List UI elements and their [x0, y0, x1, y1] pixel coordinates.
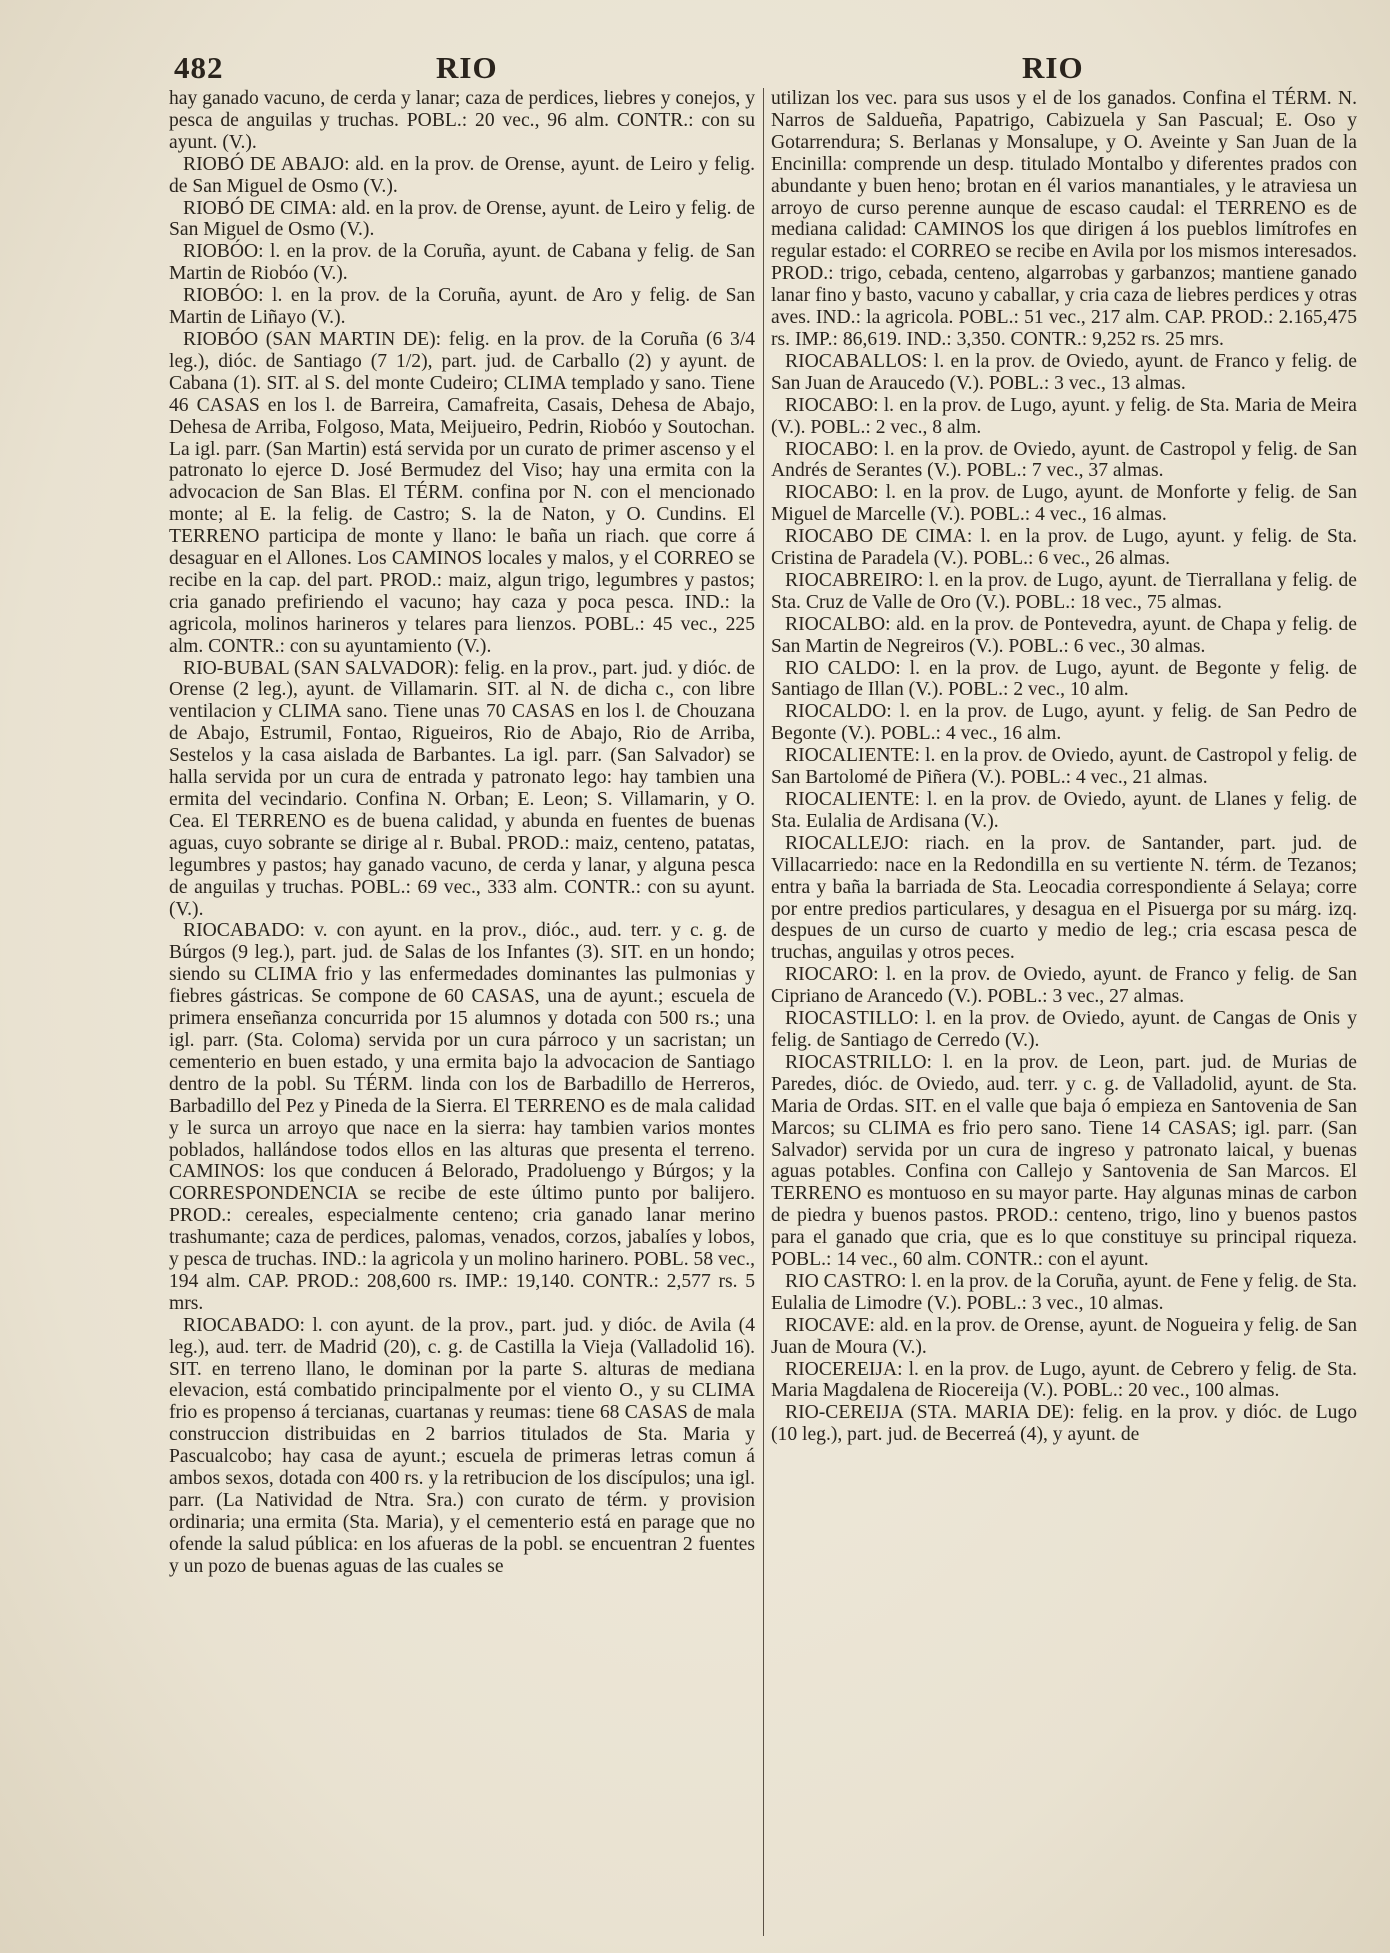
entry-riocabado-burgos: RIOCABADO: v. con ayunt. en la prov., dióc., aud. terr. y c. g. de Búrgos (9 leg.), part. jud. de Salas de los Infantes (3). SIT. en un hondo; siendo su CLIMA frio y las enfermedades dominantes las pulmonias y fiebres gástricas. Se compone de 60 CASAS, una de ayunt.; escuela de primera enseñanza concurrida por 15 alumnos y dotada con 500 rs.; una igl. parr. (Sta. Coloma) servida por un cura párroco y un sacristan; un cementerio en buen estado, y una ermita bajo la advocacion de Santiago dentro de la pobl. Su TÉRM. linda con los de Barbadillo de Herreros, Barbadillo del Pez y Pineda de la Sierra. El TERRENO es de mala calidad y le surca un arroyo que nace en la sierra: hay tambien varios montes poblados, hallándose todos ellos en las alturas que presenta el terreno. CAMINOS: los que conducen á Belorado, Pradoluengo y Búrgos; y la CORRESPONDENCIA se recibe de este último punto por balijero. PROD.: cereales, especialmente centeno; cria ganado lanar merino trashumante; caza de perdices, palomas, venados, corzos, jabalíes y lobos, y pesca de truchas. IND.: la agricola y un molino harinero. POBL. 58 vec., 194 alm. CAP. PROD.: 208,600 rs. IMP.: 19,140. CONTR.: 2,577 rs. 5 mrs.	[169, 920, 756, 1314]
entry-riocastrillo: RIOCASTRILLO: l. en la prov. de Leon, part. jud. de Murias de Paredes, dióc. de Oviedo, aud. terr. y c. g. de Valladolid, ayunt. de Sta. Maria de Ordas. SIT. en el valle que baja ó empieza en Santovenia de San Marcos; su CLIMA es frio pero sano. Tiene 14 CASAS; igl. parr. (San Salvador) servida por un cura de ingreso y patronato laical, y buenas aguas potables. Confina con Callejo y Santovenia de San Marcos. El TERRENO es montuoso en su mayor parte. Hay algunas minas de carbon de piedra y buenos pastos. PROD.: centeno, trigo, lino y buenos pastos para el ganado que cria, que es lo que constituye su principal riqueza. POBL.: 14 vec., 60 alm. CONTR.: con el ayunt.	[771, 1051, 1357, 1271]
entry-riobo-de-cima: RIOBÓ DE CIMA: ald. en la prov. de Orense, ayunt. de Leiro y felig. de San Miguel de Osmo (V.).	[169, 197, 755, 241]
running-head-left: RIO	[436, 50, 498, 85]
entry-riobo-de-abajo: RIOBÓ DE ABAJO: ald. en la prov. de Orense, ayunt. de Leiro y felig. de San Miguel de Osmo (V.).	[169, 153, 755, 197]
right-column	[771, 88, 1357, 1446]
entry-riocastillo: RIOCASTILLO: l. en la prov. de Oviedo, ayunt. de Cangas de Onis y felig. de Santiago de Cerredo (V.).	[771, 1008, 1357, 1051]
entry-rio-castro: RIO CASTRO: l. en la prov. de la Coruña, ayunt. de Fene y felig. de Sta. Eulalia de Limodre (V.). POBL.: 3 vec., 10 almas.	[771, 1270, 1357, 1314]
entry-riocabo-marcelle: RIOCABO: l. en la prov. de Lugo, ayunt. de Monforte y felig. de San Miguel de Marcelle (V.). POBL.: 4 vec., 16 almas.	[771, 482, 1357, 526]
running-head-right: RIO	[1022, 50, 1084, 85]
entry-rio-caldo: RIO CALDO: l. en la prov. de Lugo, ayunt. de Begonte y felig. de Santiago de Illan (V.). POBL.: 2 vec., 10 alm.	[771, 657, 1357, 701]
entry-riocabo-de-cima: RIOCABO DE CIMA: l. en la prov. de Lugo, ayunt. y felig. de Sta. Cristina de Paradela (V.). POBL.: 6 vec., 26 almas.	[771, 526, 1357, 570]
entry-rioboo-aro: RIOBÓO: l. en la prov. de la Coruña, ayunt. de Aro y felig. de San Martin de Liñayo (V.).	[169, 285, 755, 329]
entry-riocabreiro: RIOCABREIRO: l. en la prov. de Lugo, ayunt. de Tierrallana y felig. de Sta. Cruz de Valle de Oro (V.). POBL.: 18 vec., 75 almas.	[771, 569, 1357, 613]
entry-riocabo-meira: RIOCABO: l. en la prov. de Lugo, ayunt. y felig. de Sta. Maria de Meira (V.). POBL.: 2 vec., 8 alm.	[771, 394, 1357, 438]
entry-riocaro: RIOCARO: l. en la prov. de Oviedo, ayunt. de Franco y felig. de San Cipriano de Arancedo (V.). POBL.: 3 vec., 27 almas.	[771, 964, 1357, 1008]
entry-continuation: hay ganado vacuno, de cerda y lanar; caza de perdices, liebres y conejos, y pesca de anguilas y truchas. POBL.: 20 vec., 96 alm. CONTR.: con su ayunt. (V.).	[169, 88, 755, 153]
entry-riocabo-serantes: RIOCABO: l. en la prov. de Oviedo, ayunt. de Castropol y felig. de San Andrés de Serantes (V.). POBL.: 7 vec., 37 almas.	[771, 438, 1357, 482]
entry-riocalbo: RIOCALBO: ald. en la prov. de Pontevedra, ayunt. de Chapa y felig. de San Martin de Negreiros (V.). POBL.: 6 vec., 30 almas.	[771, 613, 1357, 657]
entry-riocereija: RIOCEREIJA: l. en la prov. de Lugo, ayunt. de Cebrero y felig. de Sta. Maria Magdalena de Riocereija (V.). POBL.: 20 vec., 100 almas.	[771, 1358, 1357, 1402]
left-column	[169, 88, 755, 1578]
entry-rioboo-san-martin: RIOBÓO (SAN MARTIN DE): felig. en la prov. de la Coruña (6 3/4 leg.), dióc. de Santiago (7 1/2), part. jud. de Carballo (2) y ayunt. de Cabana (1). SIT. al S. del monte Cudeiro; CLIMA templado y sano. Tiene 46 CASAS en los l. de Barreira, Camafreita, Casais, Dehesa de Abajo, Dehesa de Arriba, Folgoso, Mata, Meijueiro, Pedrin, Riobóo y Soutochan. La igl. parr. (San Martin) está servida por un curato de primer ascenso y el patronato lo ejerce D. José Bermudez del Viso; hay una ermita con la advocacion de San Blas. El TÉRM. confina por N. con el mencionado monte; al E. la felig. de Castro; S. la de Naton, y O. Cundins. El TERRENO participa de monte y llano: le baña un riach. que corre á desaguar en el Allones. Los CAMINOS locales y malos, y el CORREO se recibe en la cap. del part. PROD.: maiz, algun trigo, legumbres y pastos; cria ganado prefiriendo el vacuno; hay caza y poca pesca. IND.: la agricola, molinos harineros y telares para lienzos. POBL.: 45 vec., 225 alm. CONTR.: con su ayuntamiento (V.).	[169, 328, 755, 657]
entry-riocallejo: RIOCALLEJO: riach. en la prov. de Santander, part. jud. de Villacarriedo: nace en la Redondilla en su vertiente N. térm. de Tezanos; entra y baña la barriada de Sta. Leocadia correspondiente á Selaya; corre por entre predios particulares, y desagua en el Pisuerga por su márg. izq. despues de un curso de cuarto y medio de leg.; cria escasa pesca de truchas, anguilas y otros peces.	[771, 832, 1357, 964]
entry-riocaballos: RIOCABALLOS: l. en la prov. de Oviedo, ayunt. de Franco y felig. de San Juan de Araucedo (V.). POBL.: 3 vec., 13 almas.	[771, 350, 1357, 394]
entry-rioboo-cabana: RIOBÓO: l. en la prov. de la Coruña, ayunt. de Cabana y felig. de San Martin de Riobóo (V.).	[169, 241, 755, 285]
column-divider	[763, 88, 764, 1936]
entry-riocave: RIOCAVE: ald. en la prov. de Orense, ayunt. de Nogueira y felig. de San Juan de Moura (V.).	[771, 1314, 1357, 1358]
entry-rio-bubal: RIO-BUBAL (SAN SALVADOR): felig. en la prov., part. jud. y dióc. de Orense (2 leg.), ayunt. de Villamarin. SIT. al N. de dicha c., con libre ventilacion y CLIMA sano. Tiene unas 70 CASAS en los l. de Chouzana de Abajo, Estrumil, Fontao, Rigueiros, Rio de Abajo, Rio de Arriba, Sestelos y la casa aislada de Barbantes. La igl. parr. (San Salvador) se halla servida por un cura de entrada y patronato lego: hay tambien una ermita del vecindario. Confina N. Orban; E. Leon; S. Villamarin, y O. Cea. El TERRENO es de buena calidad, y abunda en fuentes de buenas aguas, cuyo sobrante se dirige al r. Bubal. PROD.: maiz, centeno, patatas, legumbres y pastos; hay ganado vacuno, de cerda y lanar, y alguna pesca de anguilas y truchas. POBL.: 69 vec., 333 alm. CONTR.: con su ayunt. (V.).	[169, 657, 755, 920]
entry-riocaliente-llanes: RIOCALIENTE: l. en la prov. de Oviedo, ayunt. de Llanes y felig. de Sta. Eulalia de Ardisana (V.).	[771, 789, 1357, 832]
page-number: 482	[174, 50, 224, 85]
page-header	[170, 50, 1340, 90]
entry-rio-cereija-sta-maria: RIO-CEREIJA (STA. MARIA DE): felig. en la prov. y dióc. de Lugo (10 leg.), part. jud. de Becerreá (4), y ayunt. de	[771, 1402, 1357, 1446]
entry-riocabado-avila: RIOCABADO: l. con ayunt. de la prov., part. jud. y dióc. de Avila (4 leg.), aud. terr. de Madrid (20), c. g. de Castilla la Vieja (Valladolid 16). SIT. en terreno llano, le dominan por la parte S. alturas de mediana elevacion, está combatido principalmente por el viento O., y su CLIMA frio es propenso á tercianas, cuartanas y reumas: tiene 68 CASAS de mala construccion distribuidas en 2 barrios titulados de Sta. Maria y Pascualcobo; hay casa de ayunt.; escuela de primeras letras comun á ambos sexos, dotada con 400 rs. y la retribucion de los discípulos; una igl. parr. (La Natividad de Ntra. Sra.) con curato de térm. y provision ordinaria; una ermita (Sta. Maria), y el cementerio está en parage que no ofende la salud pública: en los afueras de la pobl. se encuentran 2 fuentes y un pozo de buenas aguas de las cuales se	[169, 1314, 755, 1577]
entry-continuation-right: utilizan los vec. para sus usos y el de los ganados. Confina el TÉRM. N. Narros de Saldueña, Papatrigo, Cabizuela y San Pascual; E. Oso y Gotarrendura; S. Berlanas y Monsalupe, y O. Aveinte y San Juan de la Encinilla: comprende un desp. titulado Montalbo y diferentes prados con abundante y buen heno; brotan en él varios manantiales, y le atraviesa un arroyo de curso perenne aunque de escaso caudal: el TERRENO es de mediana calidad: CAMINOS los que dirigen á los pueblos limítrofes en regular estado: el CORREO se recibe en Avila por los mismos interesados. PROD.: trigo, cebada, centeno, algarrobas y garbanzos; mantiene ganado lanar fino y basto, vacuno y caballar, y cria caza de liebres perdices y otras aves. IND.: la agricola. POBL.: 51 vec., 217 alm. CAP. PROD.: 2.165,475 rs. IMP.: 86,619. IND.: 3,350. CONTR.: 9,252 rs. 25 mrs.	[771, 88, 1357, 350]
entry-riocaliente-castropol: RIOCALIENTE: l. en la prov. de Oviedo, ayunt. de Castropol y felig. de San Bartolomé de Piñera (V.). POBL.: 4 vec., 21 almas.	[771, 745, 1357, 789]
entry-riocaldo: RIOCALDO: l. en la prov. de Lugo, ayunt. y felig. de San Pedro de Begonte (V.). POBL.: 4 vec., 16 alm.	[771, 701, 1357, 745]
